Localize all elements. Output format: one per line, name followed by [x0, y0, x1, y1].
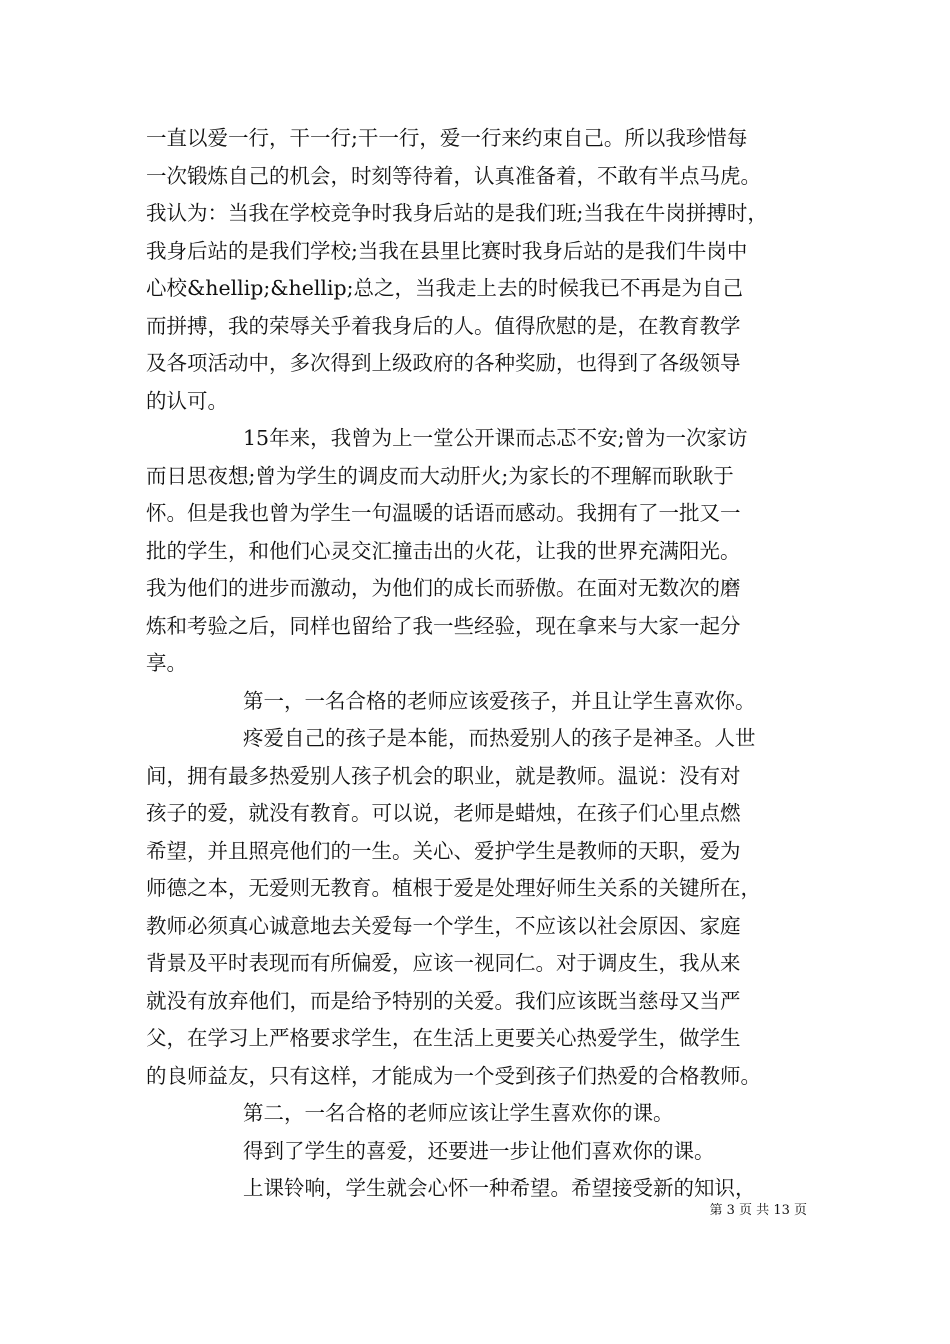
- text-line: 心校&hellip;&hellip;总之，当我走上去的时候我已不再是为自己: [146, 276, 744, 300]
- text-line: 一直以爱一行，干一行;干一行，爱一行来约束自己。所以我珍惜每: [146, 126, 748, 150]
- document-body: [146, 120, 811, 1208]
- text-line: 教师必须真心诚意地去关爱每一个学生，不应该以社会原因、家庭: [146, 913, 741, 938]
- paragraph-start-line: 得到了学生的喜爱，还要进一步让他们喜欢你的课。: [243, 1138, 715, 1163]
- page-number-footer: 第 3 页 共 13 页: [709, 1203, 807, 1218]
- text-line: 炼和考验之后，同样也留给了我一些经验，现在拿来与大家一起分: [146, 613, 741, 638]
- text-line: 批的学生，和他们心灵交汇撞击出的火花，让我的世界充满阳光。: [146, 538, 741, 563]
- text-line: 一次锻炼自己的机会，时刻等待着，认真准备着，不敢有半点马虎。: [146, 163, 761, 188]
- text-line: 背景及平时表现而有所偏爱，应该一视同仁。对于调皮生，我从来: [146, 951, 741, 975]
- section-heading-first: 第一，一名合格的老师应该爱孩子，并且让学生喜欢你。: [243, 688, 756, 713]
- text-line: 及各项活动中，多次得到上级政府的各种奖励，也得到了各级领导: [146, 351, 741, 375]
- text-line: 享。: [146, 651, 187, 675]
- text-line: 希望，并且照亮他们的一生。关心、爱护学生是教师的天职，爱为: [146, 838, 741, 863]
- text-line: 而日思夜想;曾为学生的调皮而大动肝火;为家长的不理解而耿耿于: [146, 463, 734, 488]
- text-line: 怀。但是我也曾为学生一句温暖的话语而感动。我拥有了一批又一: [146, 501, 741, 525]
- text-line: 我身后站的是我们学校;当我在县里比赛时我身后站的是我们牛岗中: [146, 238, 748, 263]
- paragraph-start-line: 15年来，我曾为上一堂公开课而忐忑不安;曾为一次家访: [243, 426, 748, 450]
- paragraph-start-line: 上课铃响，学生就会心怀一种希望。希望接受新的知识，: [243, 1176, 756, 1200]
- text-line: 间，拥有最多热爱别人孩子机会的职业，就是教师。温说：没有对: [146, 763, 741, 788]
- text-line: 父，在学习上严格要求学生，在生活上更要关心热爱学生，做学生: [146, 1026, 741, 1050]
- text-line: 而拼搏，我的荣辱关乎着我身后的人。值得欣慰的是，在教育教学: [146, 313, 741, 338]
- text-line: 我认为：当我在学校竞争时我身后站的是我们班;当我在牛岗拼搏时，: [146, 201, 768, 225]
- text-line: 就没有放弃他们，而是给予特别的关爱。我们应该既当慈母又当严: [146, 988, 741, 1013]
- text-line: 孩子的爱，就没有教育。可以说，老师是蜡烛，在孩子们心里点燃: [146, 801, 741, 825]
- text-line: 我为他们的进步而激动，为他们的成长而骄傲。在面对无数次的磨: [146, 576, 741, 600]
- text-line: 的良师益友，只有这样，才能成为一个受到孩子们热爱的合格教师。: [146, 1063, 761, 1088]
- text-line: 师德之本，无爱则无教育。植根于爱是处理好师生关系的关键所在，: [146, 876, 761, 900]
- text-line: 的认可。: [146, 388, 228, 413]
- section-heading-second: 第二，一名合格的老师应该让学生喜欢你的课。: [243, 1101, 674, 1125]
- paragraph-start-line: 疼爱自己的孩子是本能，而热爱别人的孩子是神圣。人世: [243, 726, 756, 750]
